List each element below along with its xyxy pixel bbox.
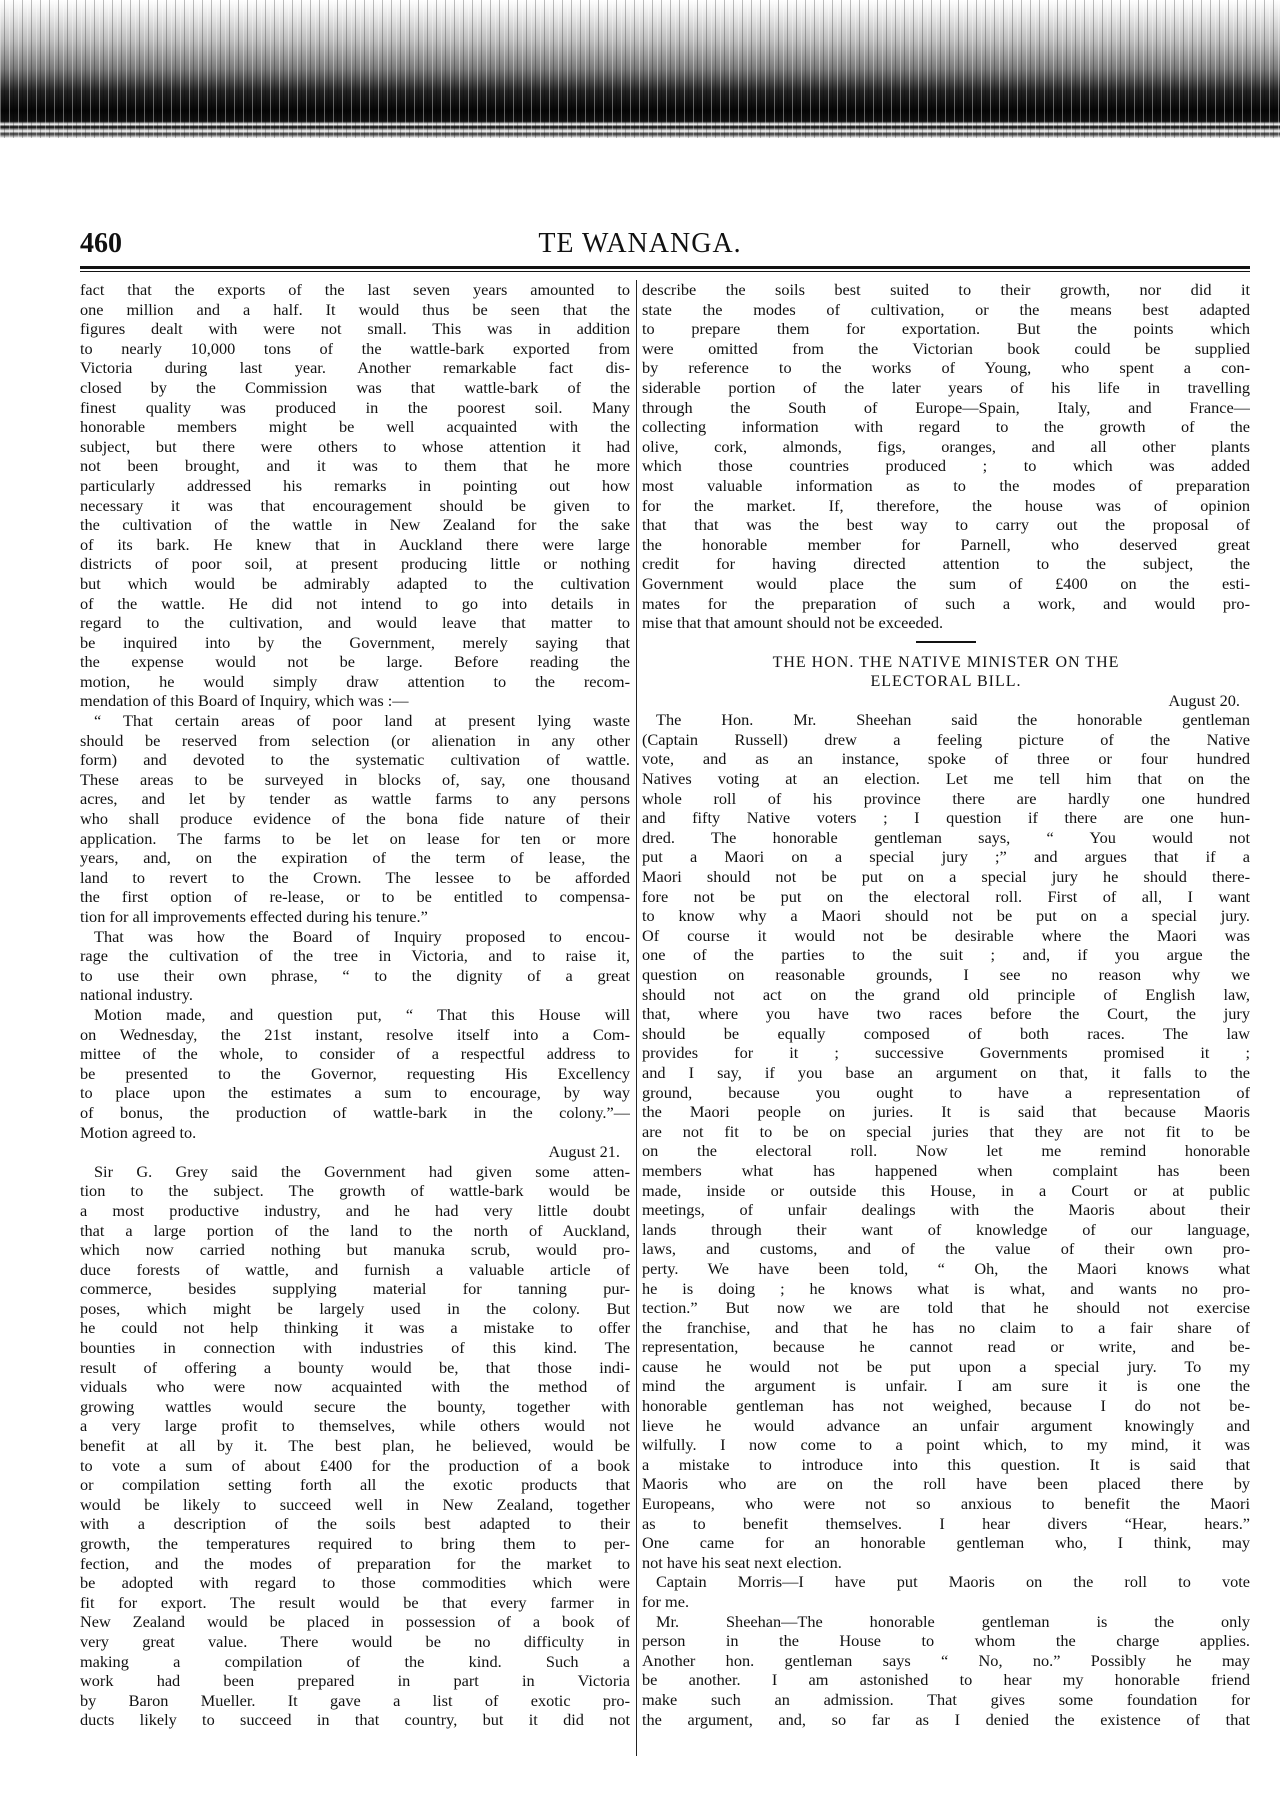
section-heading: THE HON. THE NATIVE MINISTER ON THE xyxy=(772,653,1120,671)
text-line: are not fit to be on special juries that they are not fit to be xyxy=(642,1121,1250,1141)
text-line: of its bark. He knew that in Auckland there were large xyxy=(80,534,630,554)
text-line: Maori should not be put on a special jury he should there- xyxy=(642,867,1250,887)
text-line: and fifty Native voters ; I question if there are one hun- xyxy=(642,808,1250,828)
text-line: Motion agreed to. xyxy=(80,1122,197,1142)
text-line: to use their own phrase, “ to the dignity of a great xyxy=(80,965,630,985)
text-line: Mr. Sheehan—The honorable gentleman is the only xyxy=(656,1611,1250,1631)
text-line: one of the parties to the suit ; and, if you argue the xyxy=(642,945,1250,965)
text-line: to prepare them for exportation. But the points which xyxy=(642,319,1250,339)
text-line: to nearly 10,000 tons of the wattle-bark exported from xyxy=(80,338,630,358)
text-line: tion for all improvements effected during his tenure.” xyxy=(80,907,428,926)
text-line: the first option of re-lease, or to be entitled to compensa- xyxy=(80,887,630,907)
paragraph xyxy=(642,280,1250,633)
section-heading: ELECTORAL BILL. xyxy=(870,672,1022,690)
text-line: particularly addressed his remarks in pointing out how xyxy=(80,475,630,495)
text-line: fection, and the modes of preparation for the market to xyxy=(80,1553,630,1573)
text-line: made, inside or outside this House, in a Court or at public xyxy=(642,1180,1250,1200)
text-line: making a compilation of the kind. Such a xyxy=(80,1651,630,1671)
text-line: perty. We have been told, “ Oh, the Maori knows what xyxy=(642,1258,1250,1278)
left-column xyxy=(80,280,630,1730)
text-line: Natives voting at an election. Let me tell him that on the xyxy=(642,769,1250,789)
text-line: acres, and let by tender as wattle farms to any persons xyxy=(80,789,630,809)
text-line: credit for having directed attention to the subject, the xyxy=(642,554,1250,574)
text-line: (Captain Russell) drew a feeling picture of the Native xyxy=(642,729,1250,749)
text-line: form) and devoted to the systematic cultivation of wattle. xyxy=(80,750,630,770)
text-line: provides for it ; successive Governments promised it ; xyxy=(642,1043,1250,1063)
text-line: representation, because he cannot read or write, and be- xyxy=(642,1337,1250,1357)
text-line: wilfully. I now come to a point which, to my mind, it was xyxy=(642,1435,1250,1455)
paragraph xyxy=(642,710,1250,1572)
text-line: through the South of Europe—Spain, Italy, and France— xyxy=(642,397,1250,417)
text-line: Maoris who are on the roll have been placed there by xyxy=(642,1474,1250,1494)
text-line: the franchise, and that he has no claim to a fair share of xyxy=(642,1317,1250,1337)
text-line: not have his seat next election. xyxy=(642,1552,842,1572)
text-line: ducts likely to succeed in that country, but it did not xyxy=(80,1710,630,1730)
text-line: which now carried nothing but manuka scrub, would pro- xyxy=(80,1240,630,1260)
text-line: not been brought, and it was to them that he more xyxy=(80,456,630,476)
text-line: be inquired into by the Government, merely saying that xyxy=(80,632,630,652)
text-line: be presented to the Governor, requesting His Excellency xyxy=(80,1063,630,1083)
text-line: the argument, and, so far as I denied the existence of that xyxy=(642,1709,1250,1729)
text-line: benefit at all by it. The best plan, he believed, would be xyxy=(80,1436,630,1456)
text-line: to place upon the estimates a sum to encourage, by way xyxy=(80,1083,630,1103)
text-line: by Baron Mueller. It gave a list of exotic pro- xyxy=(80,1690,630,1710)
text-line: siderable portion of the later years of his life in travelling xyxy=(642,377,1250,397)
text-line: “ That certain areas of poor land at present lying waste xyxy=(94,711,630,731)
text-line: state the modes of cultivation, or the means best adapted xyxy=(642,299,1250,319)
text-line: question on reasonable grounds, I see no reason why we xyxy=(642,965,1250,984)
text-line: for me. xyxy=(642,1592,690,1611)
text-line: to know why a Maori should not be put on a special jury. xyxy=(642,906,1250,926)
text-line: lands through their want of knowledge of our language, xyxy=(642,1219,1250,1239)
text-line: rage the cultivation of the tree in Victoria, and to raise it, xyxy=(80,946,630,966)
text-line: that that was the best way to carry out the proposal of xyxy=(642,515,1250,535)
text-line: Government would place the sum of £400 on the esti- xyxy=(642,573,1250,593)
text-line: viduals who were now acquainted with the method of xyxy=(80,1377,630,1397)
text-line: collecting information with regard to the growth of the xyxy=(642,417,1250,437)
text-line: lieve he would advance an unfair argument knowingly and xyxy=(642,1415,1250,1435)
text-line: Another hon. gentleman says “ No, no.” Possibly he may xyxy=(642,1650,1250,1670)
text-line: should be reserved from selection (or alienation in any other xyxy=(80,730,630,750)
text-line: who shall produce evidence of the bona fide nature of their xyxy=(80,809,630,829)
text-line: by reference to the works of Young, who spent a con- xyxy=(642,358,1250,378)
paragraph xyxy=(80,711,630,927)
text-line: mise that that amount should not be exceeded. xyxy=(642,613,944,633)
text-line: years, and, on the expiration of the term of lease, the xyxy=(80,848,630,868)
text-line: whole roll of his province there are hardly one hundred xyxy=(642,788,1250,808)
text-line: be another. I am astonished to hear my honorable friend xyxy=(642,1670,1250,1690)
newspaper-title: TE WANANGA. xyxy=(538,228,742,259)
text-line: to vote a sum of about £400 for the production of a book xyxy=(80,1455,630,1475)
text-line: describe the soils best suited to their growth, nor did it xyxy=(642,280,1250,299)
text-line: mates for the preparation of such a work, and would pro- xyxy=(642,593,1250,613)
text-line: members what has happened when complaint has been xyxy=(642,1160,1250,1180)
text-line: were omitted from the Victorian book could be supplied xyxy=(642,338,1250,358)
text-line: figures dealt with were not small. This was in addition xyxy=(80,319,630,339)
paragraph xyxy=(642,1572,1250,1611)
text-line: on the electoral roll. Now let me remind honorable xyxy=(642,1141,1250,1161)
header-rule xyxy=(80,266,1250,269)
text-line: that, where you have two races before the Court, the jury xyxy=(642,1004,1250,1024)
text-line: result of offering a bounty would be, that those indi- xyxy=(80,1357,630,1377)
text-line: or compilation setting forth all the exotic products that xyxy=(80,1475,630,1495)
text-line: the honorable member for Parnell, who deserved great xyxy=(642,534,1250,554)
paragraph xyxy=(642,1612,1250,1730)
text-line: honorable members might be well acquainted with the xyxy=(80,417,630,437)
page-number: 460 xyxy=(80,228,122,259)
text-line: application. The farms to be let on lease for ten or more xyxy=(80,828,630,848)
text-line: cause he would not be put upon a special jury. To my xyxy=(642,1356,1250,1376)
text-line: Victoria during last year. Another remarkable fact dis- xyxy=(80,358,630,378)
text-line: for the market. If, therefore, the house was of opinion xyxy=(642,495,1250,515)
text-line: laws, and customs, and of the value of their own pro- xyxy=(642,1239,1250,1259)
text-line: of the wattle. He did not intend to go into details in xyxy=(80,593,630,613)
text-line: the cultivation of the wattle in New Zealand for the sake xyxy=(80,515,630,535)
text-line: That was how the Board of Inquiry proposed to encou- xyxy=(94,926,630,946)
text-line: meetings, of unfair dealings with the Maoris about their xyxy=(642,1200,1250,1220)
text-line: closed by the Commission was that wattle-bark of the xyxy=(80,377,630,397)
text-line: very great value. There would be no difficulty in xyxy=(80,1631,630,1651)
text-line: duce forests of wattle, and furnish a valuable article of xyxy=(80,1259,630,1279)
text-line: necessary it was that encouragement should be given to xyxy=(80,495,630,515)
text-line: subject, but there were others to whose attention it had xyxy=(80,436,630,456)
column-divider xyxy=(636,280,637,1756)
text-line: would be likely to succeed well in New Zealand, together xyxy=(80,1494,630,1514)
paragraph xyxy=(80,1162,630,1730)
text-line: Sir G. Grey said the Government had given some atten- xyxy=(94,1161,630,1181)
text-line: poses, which might be largely used in the colony. But xyxy=(80,1298,630,1318)
right-column xyxy=(642,280,1250,1729)
text-line: but which would be admirably adapted to the cultivation xyxy=(80,573,630,593)
text-line: ground, because you ought to have a representation of xyxy=(642,1082,1250,1102)
text-line: One came for an honorable gentleman who, I think, may xyxy=(642,1533,1250,1553)
text-line: which those countries produced ; to which was added xyxy=(642,456,1250,476)
text-line: national industry. xyxy=(80,985,193,1005)
text-line: a most productive industry, and he had very little doubt xyxy=(80,1200,630,1220)
text-line: should not act on the grand old principle of English law, xyxy=(642,984,1250,1004)
header-rule-thin xyxy=(80,271,1250,272)
text-line: growing wattles would secure the bounty, together with xyxy=(80,1396,630,1416)
text-line: Captain Morris—I have put Maoris on the roll to vote xyxy=(656,1572,1250,1592)
text-line: Of course it would not be desirable where the Maori was xyxy=(642,925,1250,945)
text-line: should be equally composed of both races. The law xyxy=(642,1023,1250,1043)
dateline: August 20. xyxy=(1168,690,1240,710)
text-line: The Hon. Mr. Sheehan said the honorable gentleman xyxy=(656,710,1250,730)
text-line: mittee of the whole, to consider of a respectful address to xyxy=(80,1044,630,1064)
text-line: tion to the subject. The growth of wattle-bark would be xyxy=(80,1181,630,1201)
text-line: he could not help thinking it was a mistake to offer xyxy=(80,1318,630,1338)
text-line: districts of poor soil, at present producing little or nothing xyxy=(80,554,630,574)
text-line: of bonus, the production of wattle-bark in the colony.”— xyxy=(80,1102,630,1122)
text-line: fore not be put on the electoral roll. First of all, I want xyxy=(642,886,1250,906)
text-line: he is doing ; he knows what is what, and wants no pro- xyxy=(642,1278,1250,1298)
text-line: land to revert to the Crown. The lessee to be afforded xyxy=(80,867,630,887)
text-line: fit for export. The result would be that every farmer in xyxy=(80,1592,630,1612)
text-line: vote, and as an instance, spoke of three or four hundred xyxy=(642,749,1250,769)
text-line: with a description of the soils best adapted to their xyxy=(80,1514,630,1534)
text-line: be adopted with regard to those commodities which were xyxy=(80,1573,630,1593)
text-line: mind the argument is unfair. I am sure it is one the xyxy=(642,1376,1250,1396)
text-line: New Zealand would be placed in possession of a book of xyxy=(80,1612,630,1632)
text-line: regard to the cultivation, and would leave that matter to xyxy=(80,613,630,633)
text-line: a very large profit to themselves, while others would not xyxy=(80,1416,630,1436)
scanned-page-top-margin xyxy=(0,0,1280,138)
text-line: Motion made, and question put, “ That this House will xyxy=(94,1004,630,1024)
text-line: honorable gentleman has not weighed, because I do not be- xyxy=(642,1396,1250,1416)
text-line: that a large portion of the land to the north of Auckland, xyxy=(80,1220,630,1240)
text-line: work had been prepared in part in Victoria xyxy=(80,1671,630,1691)
text-line: dred. The honorable gentleman says, “ You would not xyxy=(642,827,1250,847)
text-line: person in the House to whom the charge applies. xyxy=(642,1631,1250,1651)
text-line: commerce, besides supplying material for tanning pur- xyxy=(80,1279,630,1299)
text-line: growth, the temperatures required to bring them to per- xyxy=(80,1534,630,1553)
text-line: bounties in connection with industries of this kind. The xyxy=(80,1338,630,1358)
text-line: finest quality was produced in the poorest soil. Many xyxy=(80,397,630,417)
text-line: the expense would not be large. Before reading the xyxy=(80,652,630,672)
paragraph xyxy=(80,1005,630,1142)
text-line: put a Maori on a special jury ;” and argues that if a xyxy=(642,847,1250,867)
text-line: one million and a half. It would thus be seen that the xyxy=(80,299,630,319)
dateline: August 21. xyxy=(548,1142,620,1162)
text-line: most valuable information as to the modes of preparation xyxy=(642,475,1250,495)
text-line: mendation of this Board of Inquiry, which was :— xyxy=(80,691,409,711)
text-line: olive, cork, almonds, figs, oranges, and all other plants xyxy=(642,436,1250,456)
paragraph xyxy=(80,280,630,711)
section-rule xyxy=(916,641,976,643)
text-line: on Wednesday, the 21st instant, resolve itself into a Com- xyxy=(80,1024,630,1044)
text-line: These areas to be surveyed in blocks of, say, one thousand xyxy=(80,769,630,789)
text-line: motion, he would simply draw attention to the recom- xyxy=(80,671,630,691)
paragraph xyxy=(80,927,630,1005)
text-line: tection.” But now we are told that he should not exercise xyxy=(642,1298,1250,1318)
text-line: the Maori people on juries. It is said that because Maoris xyxy=(642,1102,1250,1122)
text-line: fact that the exports of the last seven years amounted to xyxy=(80,280,630,299)
text-line: Europeans, who were not so anxious to benefit the Maori xyxy=(642,1494,1250,1514)
text-line: as to benefit themselves. I hear divers “Hear, hears.” xyxy=(642,1513,1250,1533)
text-line: make such an admission. That gives some foundation for xyxy=(642,1689,1250,1709)
text-line: a mistake to introduce into this question. It is said that xyxy=(642,1454,1250,1474)
text-line: and I say, if you base an argument on that, it falls to the xyxy=(642,1062,1250,1082)
